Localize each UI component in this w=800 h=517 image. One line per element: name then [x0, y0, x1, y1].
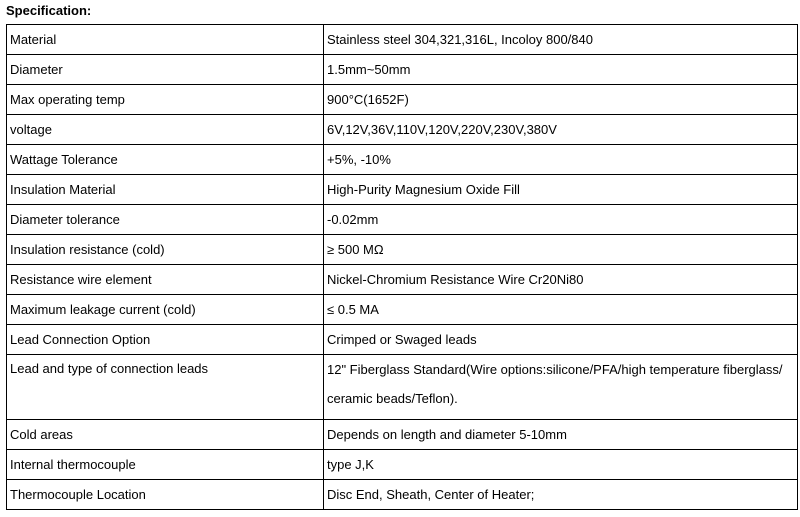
spec-value: High-Purity Magnesium Oxide Fill	[324, 175, 798, 205]
spec-value: 900°C(1652F)	[324, 85, 798, 115]
specification-table	[6, 24, 798, 510]
table-row	[7, 265, 798, 295]
spec-label: Insulation Material	[7, 175, 324, 205]
spec-label: voltage	[7, 115, 324, 145]
spec-label: Max operating temp	[7, 85, 324, 115]
spec-label: Maximum leakage current (cold)	[7, 295, 324, 325]
spec-value: Stainless steel 304,321,316L, Incoloy 800/840	[324, 25, 798, 55]
table-row	[7, 355, 798, 420]
spec-value: Disc End, Sheath, Center of Heater;	[324, 480, 798, 510]
spec-label: Lead and type of connection leads	[7, 355, 324, 420]
spec-value: -0.02mm	[324, 205, 798, 235]
spec-label: Resistance wire element	[7, 265, 324, 295]
table-row	[7, 295, 798, 325]
spec-label: Lead Connection Option	[7, 325, 324, 355]
spec-value: Depends on length and diameter 5-10mm	[324, 420, 798, 450]
spec-value: 6V,12V,36V,110V,120V,220V,230V,380V	[324, 115, 798, 145]
spec-value-cell	[324, 355, 798, 420]
table-row	[7, 205, 798, 235]
spec-label: Diameter tolerance	[7, 205, 324, 235]
spec-label: Diameter	[7, 55, 324, 85]
spec-value: ≤ 0.5 MA	[324, 295, 798, 325]
spec-value: Crimped or Swaged leads	[324, 325, 798, 355]
spec-label: Material	[7, 25, 324, 55]
table-row	[7, 25, 798, 55]
spec-label: Thermocouple Location	[7, 480, 324, 510]
table-row	[7, 480, 798, 510]
table-row	[7, 420, 798, 450]
spec-label: Cold areas	[7, 420, 324, 450]
spec-label: Internal thermocouple	[7, 450, 324, 480]
table-row	[7, 175, 798, 205]
spec-label: Insulation resistance (cold)	[7, 235, 324, 265]
table-row	[7, 450, 798, 480]
spec-value: 12" Fiberglass Standard(Wire options:silicone/PFA/high temperature fiberglass/ ceramic beads/Teflon).	[327, 362, 783, 406]
table-row	[7, 115, 798, 145]
table-row	[7, 85, 798, 115]
spec-label: Wattage Tolerance	[7, 145, 324, 175]
table-row	[7, 235, 798, 265]
table-row	[7, 55, 798, 85]
spec-value: Nickel-Chromium Resistance Wire Cr20Ni80	[324, 265, 798, 295]
spec-value: +5%, -10%	[324, 145, 798, 175]
spec-value: type J,K	[324, 450, 798, 480]
table-row	[7, 325, 798, 355]
spec-value: ≥ 500 MΩ	[324, 235, 798, 265]
section-heading: Specification:	[6, 3, 92, 18]
spec-value: 1.5mm~50mm	[324, 55, 798, 85]
table-row	[7, 145, 798, 175]
